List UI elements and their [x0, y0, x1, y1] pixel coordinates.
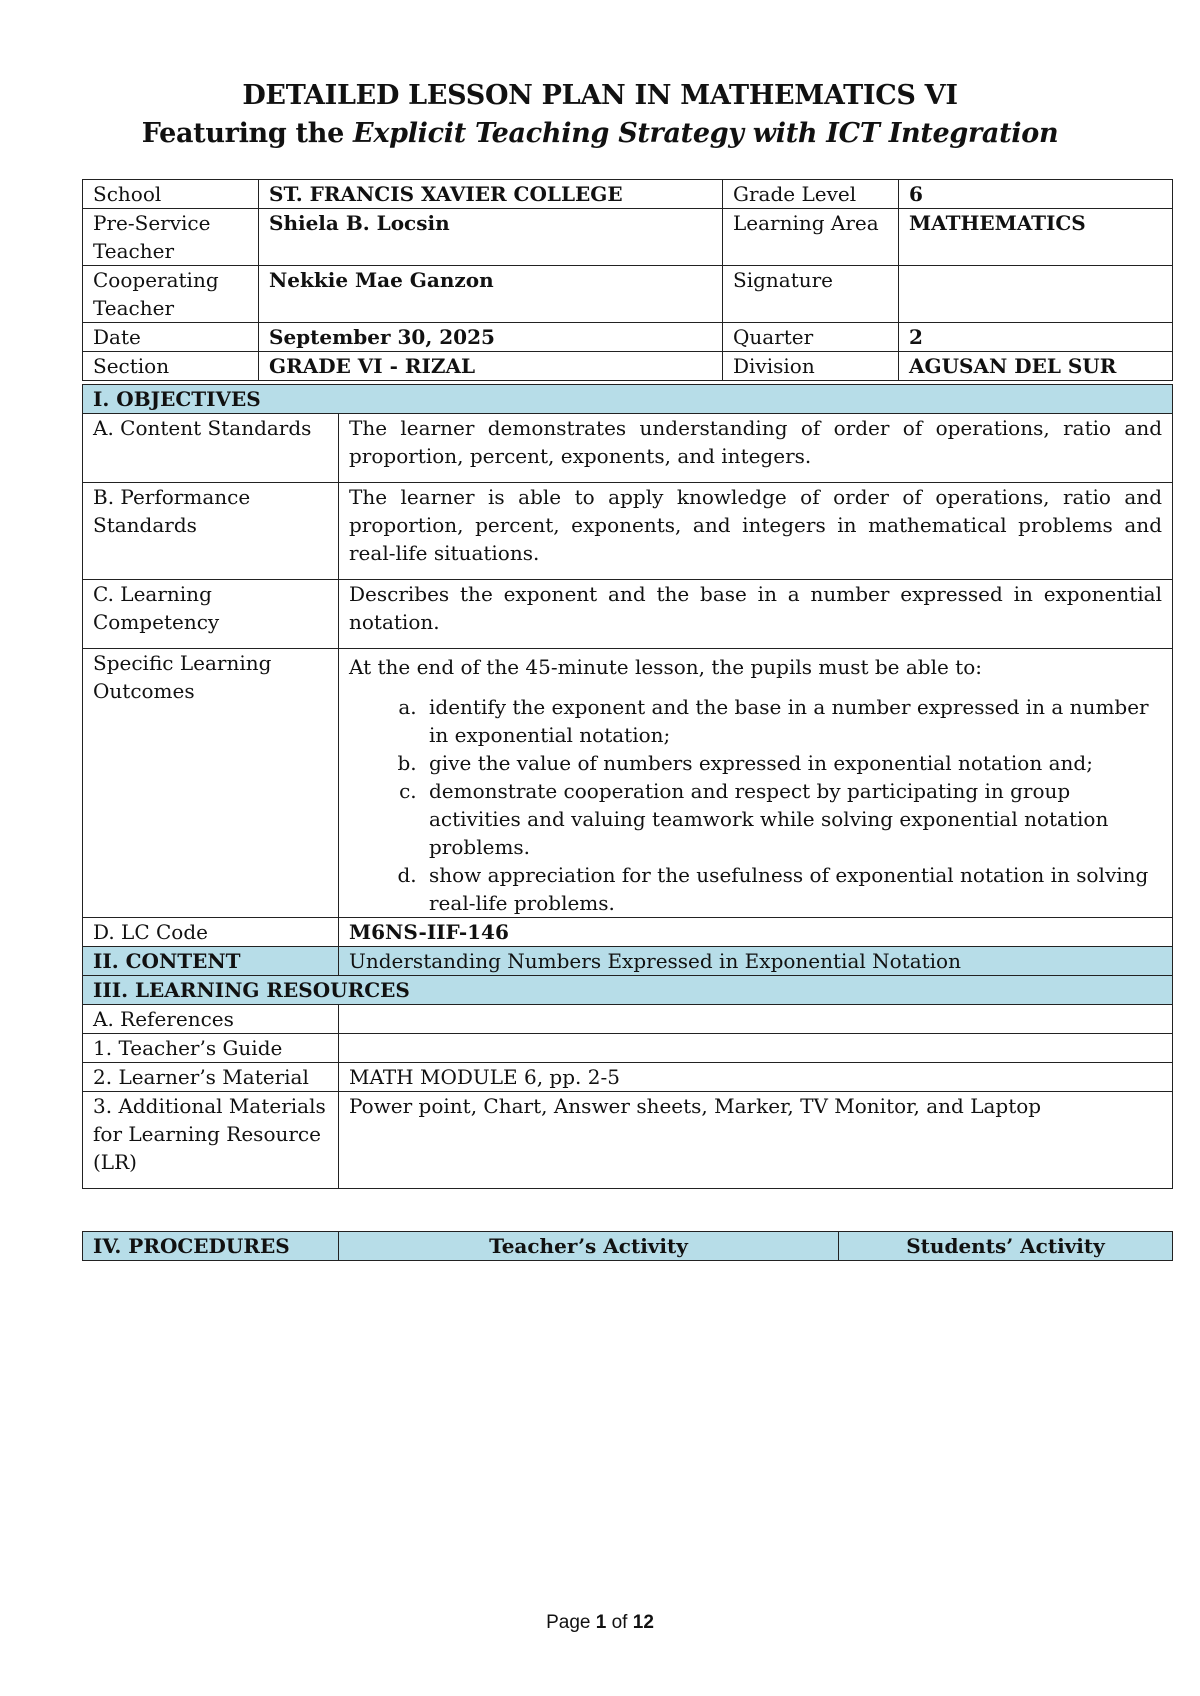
content-value: Understanding Numbers Expressed in Exponential Notation — [339, 947, 1173, 976]
list-item: b. give the value of numbers expressed in exponential notation and; — [423, 749, 1162, 777]
signature-label: Signature — [723, 266, 899, 323]
lc-code-value: M6NS-IIF-146 — [339, 918, 1173, 947]
references-label: A. References — [83, 1005, 339, 1034]
current-page: 1 — [595, 1612, 607, 1633]
resources-heading: III. LEARNING RESOURCES — [83, 976, 1173, 1005]
learners-material-row — [83, 1063, 1173, 1092]
info-row-preservice — [83, 209, 1173, 266]
additional-materials-value: Power point, Chart, Answer sheets, Marker, TV Monitor, and Laptop — [339, 1092, 1173, 1189]
division-value: AGUSAN DEL SUR — [899, 352, 1173, 381]
of-word: of — [611, 1612, 628, 1633]
objectives-heading-row — [83, 385, 1173, 414]
list-item: d. show appreciation for the usefulness of exponential notation in solving real-life problems. — [423, 861, 1162, 917]
grade-level-label: Grade Level — [723, 180, 899, 209]
preservice-teacher-label: Pre-Service Teacher — [83, 209, 259, 266]
learning-outcomes-intro: At the end of the 45-minute lesson, the pupils must be able to: — [349, 655, 982, 679]
page-number — [0, 1612, 1200, 1634]
additional-materials-label: 3. Additional Materials for Learning Resource (LR) — [83, 1092, 339, 1189]
content-row — [83, 947, 1173, 976]
references-value — [339, 1005, 1173, 1034]
procedures-table — [82, 1231, 1173, 1261]
learning-outcomes-cell — [339, 649, 1173, 918]
learning-outcomes-label: Specific Learning Outcomes — [83, 649, 339, 918]
date-value: September 30, 2025 — [259, 323, 723, 352]
section-value: GRADE VI - RIZAL — [259, 352, 723, 381]
quarter-value: 2 — [899, 323, 1173, 352]
content-standards-label: A. Content Standards — [83, 414, 339, 483]
performance-standards-text: The learner is able to apply knowledge of order of operations, ratio and proportion, percent, exponents, and integers in mathematical problems and real-life situations. — [339, 483, 1173, 580]
learning-competency-label: C. Learning Competency — [83, 580, 339, 649]
total-pages: 12 — [632, 1612, 654, 1633]
references-row — [83, 1005, 1173, 1034]
document-subtitle — [0, 114, 1200, 154]
learning-outcomes-row — [83, 649, 1173, 918]
learning-area-value: MATHEMATICS — [899, 209, 1173, 266]
content-standards-text: The learner demonstrates understanding of order of operations, ratio and proportion, percent, exponents, and integers. — [339, 414, 1173, 483]
learners-material-label: 2. Learner’s Material — [83, 1063, 339, 1092]
list-item: c. demonstrate cooperation and respect by participating in group activities and valuing teamwork while solving exponential notation problems. — [423, 777, 1162, 861]
teachers-guide-value — [339, 1034, 1173, 1063]
document-header — [0, 78, 1200, 154]
cooperating-teacher-value: Nekkie Mae Ganzon — [259, 266, 723, 323]
subtitle-prefix: Featuring the — [141, 118, 354, 149]
learning-area-label: Learning Area — [723, 209, 899, 266]
info-row-school — [83, 180, 1173, 209]
signature-value — [899, 266, 1173, 323]
page-word: Page — [546, 1612, 591, 1633]
learning-competency-text: Describes the exponent and the base in a number expressed in exponential notation. — [339, 580, 1173, 649]
performance-standards-label: B. Performance Standards — [83, 483, 339, 580]
objectives-heading: I. OBJECTIVES — [83, 385, 1173, 414]
student-activity-header: Students’ Activity — [839, 1232, 1173, 1261]
content-heading: II. CONTENT — [83, 947, 339, 976]
content-standards-row — [83, 414, 1173, 483]
list-item: a. identify the exponent and the base in a number expressed in a number in exponential notation; — [423, 693, 1162, 749]
subtitle-strategy: Explicit Teaching Strategy with ICT Integration — [353, 118, 1059, 149]
lc-code-label: D. LC Code — [83, 918, 339, 947]
division-label: Division — [723, 352, 899, 381]
procedures-heading-row — [83, 1232, 1173, 1261]
section-label: Section — [83, 352, 259, 381]
teachers-guide-label: 1. Teacher’s Guide — [83, 1034, 339, 1063]
additional-materials-row — [83, 1092, 1173, 1189]
school-label: School — [83, 180, 259, 209]
info-row-section — [83, 352, 1173, 381]
cooperating-teacher-label: Cooperating Teacher — [83, 266, 259, 323]
learning-outcomes-list — [349, 693, 1162, 917]
quarter-label: Quarter — [723, 323, 899, 352]
info-row-cooperating — [83, 266, 1173, 323]
resources-heading-row — [83, 976, 1173, 1005]
lc-code-row — [83, 918, 1173, 947]
info-table — [82, 179, 1173, 381]
procedures-heading: IV. PROCEDURES — [83, 1232, 339, 1261]
objectives-table — [82, 384, 1173, 1189]
performance-standards-row — [83, 483, 1173, 580]
teachers-guide-row — [83, 1034, 1173, 1063]
learners-material-value: MATH MODULE 6, pp. 2-5 — [339, 1063, 1173, 1092]
grade-level-value: 6 — [899, 180, 1173, 209]
date-label: Date — [83, 323, 259, 352]
teacher-activity-header: Teacher’s Activity — [339, 1232, 839, 1261]
info-row-date — [83, 323, 1173, 352]
document-title: DETAILED LESSON PLAN IN MATHEMATICS VI — [242, 80, 958, 111]
learning-competency-row — [83, 580, 1173, 649]
school-value: ST. FRANCIS XAVIER COLLEGE — [259, 180, 723, 209]
preservice-teacher-value: Shiela B. Locsin — [259, 209, 723, 266]
